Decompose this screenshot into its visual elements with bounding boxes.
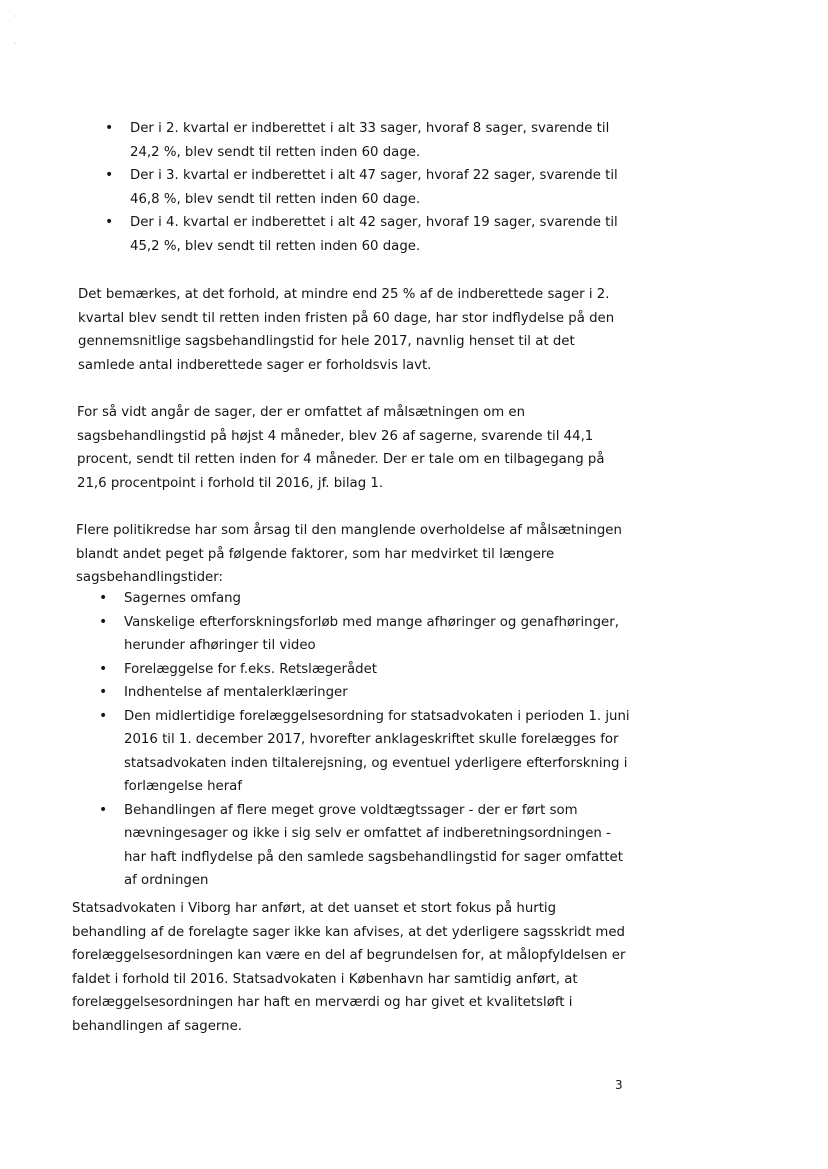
bullet-q4 [105,211,635,258]
factor-text: Indhentelse af mentalerklæringer [124,685,348,700]
paragraph-1 [78,283,633,377]
bullet-q2-text: Der i 2. kvartal er indberettet i alt 33 sager, hvoraf 8 sager, svarende til 24,2 %, blev sendt til retten inden 60 dage. [130,121,610,160]
bullet-q4-text: Der i 4. kvartal er indberettet i alt 42 sager, hvoraf 19 sager, svarende til 45,2 %, blev sendt til retten inden 60 dage. [130,215,618,254]
factor-item [99,611,631,658]
bullet-q3 [105,164,635,211]
factor-text: Forelæggelse for f.eks. Retslægerådet [124,661,378,677]
factor-item [99,587,631,611]
paragraph-4 [72,897,632,1038]
factor-item [99,658,631,682]
factor-item [99,799,631,893]
factor-text: Behandlingen af flere meget grove voldtægtssager - der er ført som nævningesager og ikke i sig selv er omfattet af indberetningsordningen - har haft indflydelse på den samlede sagsbehandlingstid for sager omfattet af ordningen [124,802,623,888]
page-number: 3 [615,1078,623,1092]
bullet-q3-text: Der i 3. kvartal er indberettet i alt 47 sager, hvoraf 22 sager, svarende til 46,8 %, blev sendt til retten inden 60 dage. [130,168,618,207]
factor-item [99,705,631,799]
paragraph-3 [76,519,631,590]
bullet-q2 [105,117,635,164]
scan-specks: · · [14,12,17,48]
paragraph-2-text: For så vidt angår de sager, der er omfattet af målsætningen om en sagsbehandlingstid på højst 4 måneder, blev 26 af sagerne, svarende til 44,1 procent, sendt til retten inden for 4 måneder. Der er tale om en tilbagegang på 21,6 procentpoint i forhold til 2016, jf. bilag 1. [77,405,605,491]
paragraph-4-text: Statsadvokaten i Viborg har anført, at det uanset et stort fokus på hurtig behandling af de forelagte sager ikke kan afvises, at det yderligere sagsskridt med forelæggelsesordningen kan være en del af begrundelsen for, at målopfyldelsen er faldet i forhold til 2016. Statsadvokaten i København har samtidig anført, at forelæggelsesordningen har haft en merværdi og har givet et kvalitetsløft i behandlingen af sagerne. [72,901,626,1034]
paragraph-3-text: Flere politikredse har som årsag til den manglende overholdelse af målsætningen blandt andet peget på følgende faktorer, som har medvirket til længere sagsbehandlingstider: [76,523,622,585]
quarter-bullet-list [105,117,635,258]
factors-bullet-list [99,587,631,893]
factor-text: Sagernes omfang [124,591,241,606]
factor-text: Den midlertidige forelæggelsesordning for statsadvokaten i perioden 1. juni 2016 til 1. december 2017, hvorefter anklageskriftet skulle forelægges for statsadvokaten inden tiltalerejsning, og eventuel yderligere efterforskning i forlængelse heraf [124,708,630,794]
factor-item [99,681,631,705]
factor-text: Vanskelige efterforskningsforløb med mange afhøringer og genafhøringer, herunder afhøringer til video [124,614,619,653]
paragraph-2 [77,401,632,495]
paragraph-1-text: Det bemærkes, at det forhold, at mindre end 25 % af de indberettede sager i 2. kvartal blev sendt til retten inden fristen på 60 dage, har stor indflydelse på den gennemsnitlige sagsbehandlingstid for hele 2017, navnlig henset til at det samlede antal indberettede sager er forholdsvis lavt. [78,287,615,373]
